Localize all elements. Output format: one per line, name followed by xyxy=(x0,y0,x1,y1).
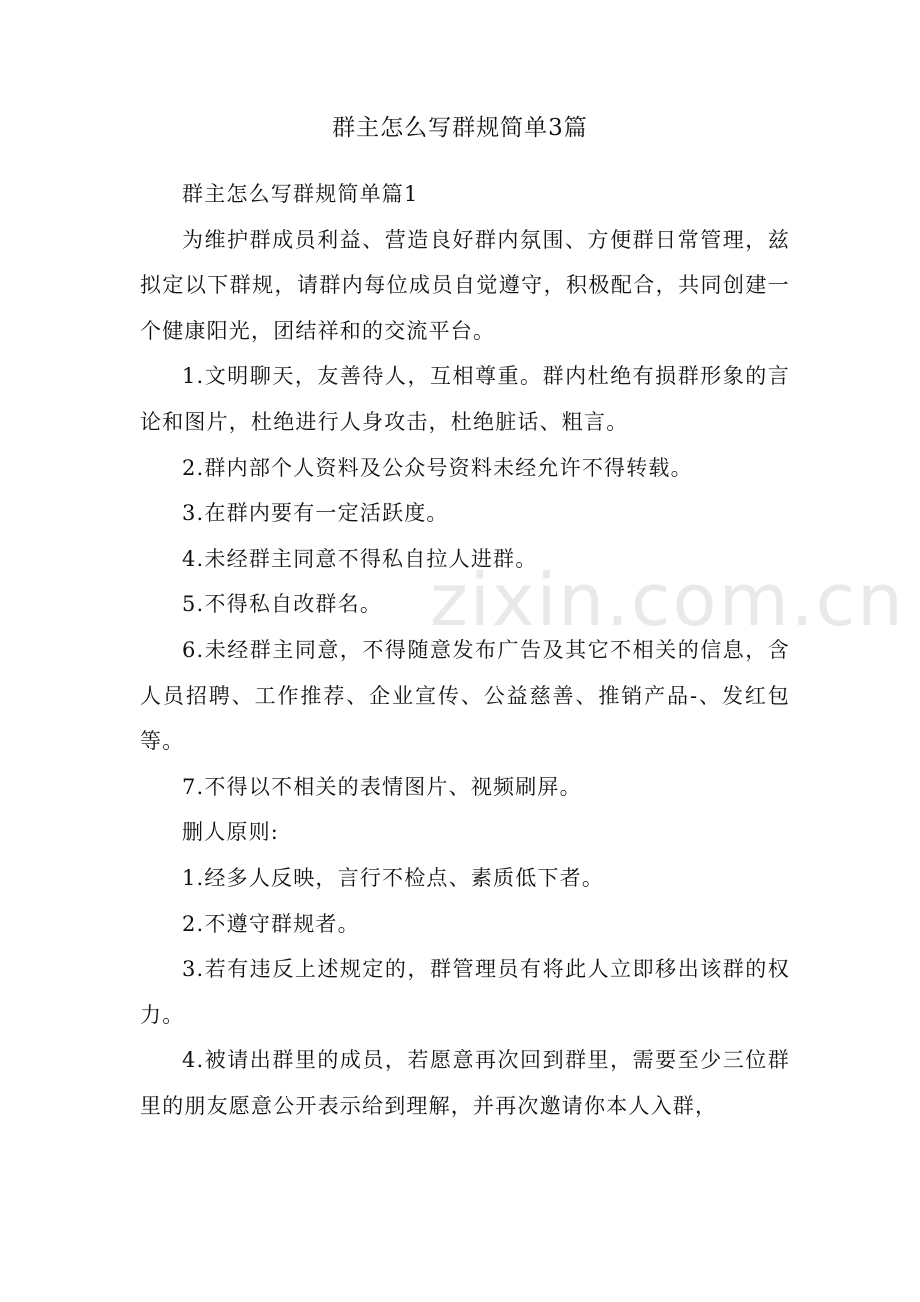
watermark: zixin.com.cn xyxy=(430,558,905,642)
rule-item: 5.不得私自改群名。 xyxy=(182,592,383,617)
rule-item: 6.未经群主同意，不得随意发布广告及其它不相关的信息，含人员招聘、工作推荐、企业宣传、公益慈善、推销产品-、发红包等。 xyxy=(140,637,790,754)
removal-item: 2.不遵守群规者。 xyxy=(182,911,360,936)
removal-item: 4.被请出群里的成员，若愿意再次回到群里，需要至少三位群里的朋友愿意公开表示给到理解，并再次邀请你本人入群， xyxy=(140,1048,790,1118)
rule-item: 4.未经群主同意不得私自拉人进群。 xyxy=(182,546,538,571)
document-body xyxy=(140,172,790,1129)
rule-item: 2.群内部个人资料及公众号资料未经允许不得转载。 xyxy=(182,455,693,480)
section-heading: 群主怎么写群规简单篇1 xyxy=(182,182,419,206)
intro-paragraph: 为维护群成员利益、营造良好群内氛围、方便群日常管理，兹拟定以下群规，请群内每位成员自觉遵守，积极配合，共同创建一个健康阳光，团结祥和的交流平台。 xyxy=(140,227,790,343)
rule-item: 7.不得以不相关的表情图片、视频刷屏。 xyxy=(182,774,582,799)
removal-item: 3.若有违反上述规定的，群管理员有将此人立即移出该群的权力。 xyxy=(140,957,790,1027)
rule-item: 1.文明聊天，友善待人，互相尊重。群内杜绝有损群形象的言论和图片，杜绝进行人身攻击，杜绝脏话、粗言。 xyxy=(140,364,790,434)
removal-item: 1.经多人反映，言行不检点、素质低下者。 xyxy=(182,865,605,890)
subheading: 删人原则: xyxy=(182,820,280,845)
document-title: 群主怎么写群规简单3篇 xyxy=(332,115,588,141)
rule-item: 3.在群内要有一定活跃度。 xyxy=(182,501,449,526)
